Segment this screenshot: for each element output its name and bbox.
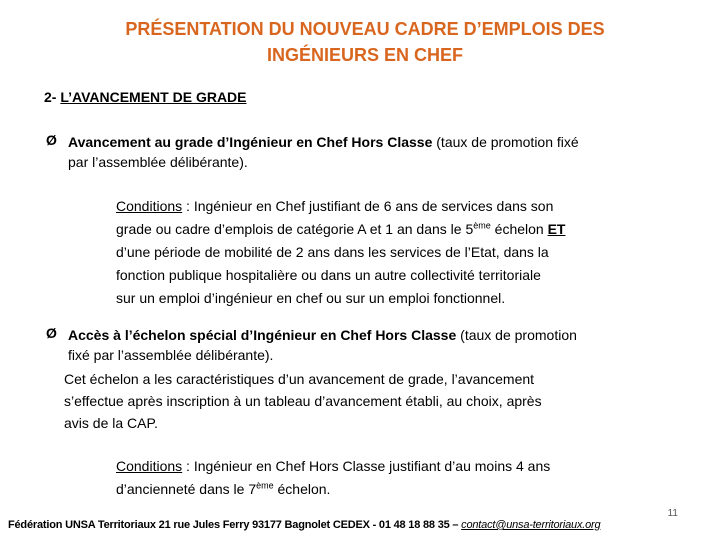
bullet-1-rest: (taux de promotion fixé (432, 134, 579, 150)
bullet-arrow-icon: Ø (46, 132, 57, 148)
conditions-1-line5: sur un emploi d’ingénieur en chef ou sur un emploi fonctionnel. (116, 290, 506, 306)
bullet-2-bold: Accès à l’échelon spécial d’Ingénieur en Chef Hors Classe (68, 327, 457, 343)
bullet-arrow-icon-2: Ø (46, 325, 57, 341)
bullet-2-rest: (taux de promotion (456, 327, 577, 343)
conditions-2-line2b: échelon. (273, 481, 331, 497)
conditions-1 (116, 195, 656, 310)
conditions-1-et: ET (547, 221, 566, 237)
title-line-2: INGÉNIEURS EN CHEF (266, 45, 464, 65)
section-heading (44, 89, 247, 105)
conditions-1-sup: ème (473, 220, 491, 231)
section-label: L’AVANCEMENT DE GRADE (60, 89, 247, 105)
conditions-1-line3: d’une période de mobilité de 2 ans dans les services de l’Etat, dans la (116, 244, 549, 260)
footer-text: Fédération UNSA Territoriaux 21 rue Jules Ferry 93177 Bagnolet CEDEX - 01 48 18 88 35 – (8, 519, 462, 531)
bullet-2-line4: s’effectue après inscription à un tableau d’avancement établi, au choix, après (64, 393, 542, 409)
bullet-1 (68, 132, 668, 172)
bullet-2 (68, 325, 668, 365)
conditions-2-line2a: d’ancienneté dans le 7 (116, 481, 257, 497)
title-line-1: PRÉSENTATION DU NOUVEAU CADRE D’EMPLOIS DES (125, 19, 605, 39)
conditions-1-line4: fonction publique hospitalière ou dans un autre collectivité territoriale (116, 267, 541, 283)
conditions-1-line1: : Ingénieur en Chef justifiant de 6 ans de services dans son (182, 198, 554, 214)
footer-email-link[interactable]: contact@unsa-territoriaux.org (461, 519, 601, 531)
conditions-2 (116, 455, 656, 501)
bullet-1-line2: par l’assemblée délibérante). (68, 154, 248, 170)
conditions-1-line2b: échelon (490, 221, 548, 237)
bullet-2-line3: Cet échelon a les caractéristiques d’un avancement de grade, l’avancement (64, 371, 535, 387)
section-number: 2- (44, 89, 61, 105)
bullet-1-bold: Avancement au grade d’Ingénieur en Chef Hors Classe (68, 134, 433, 150)
conditions-2-line1: : Ingénieur en Chef Hors Classe justifiant d’au moins 4 ans (182, 458, 551, 474)
page-title (40, 16, 690, 68)
conditions-2-sup: ème (256, 480, 274, 491)
bullet-2-line2: fixé par l’assemblée délibérante). (68, 347, 274, 363)
bullet-2-body (64, 368, 664, 434)
conditions-1-line2a: grade ou cadre d’emplois de catégorie A et 1 an dans le 5 (116, 221, 474, 237)
conditions-1-label: Conditions (116, 198, 183, 214)
conditions-2-label: Conditions (116, 458, 183, 474)
bullet-2-line5: avis de la CAP. (64, 415, 158, 431)
page-number: 11 (667, 508, 678, 519)
footer (8, 519, 714, 531)
